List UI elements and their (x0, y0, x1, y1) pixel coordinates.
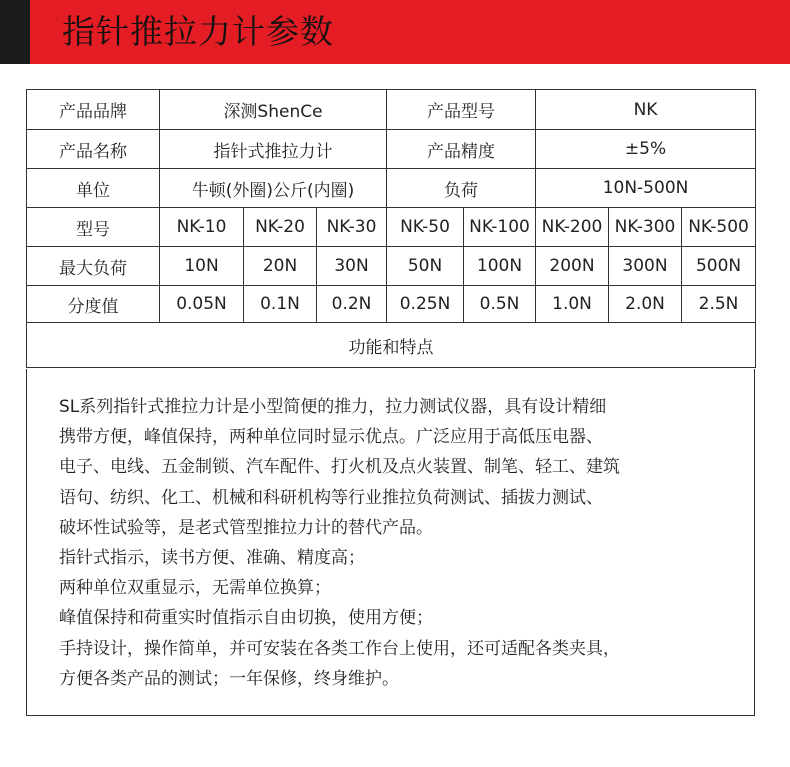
model-cell: NK-10 (160, 208, 244, 247)
feature-line: SL系列指针式推拉力计是小型简便的推力，拉力测试仪器，具有设计精细 (59, 397, 607, 417)
feature-line: 语句、纺织、化工、机械和科研机构等行业推拉负荷测试、插拔力测试、 (59, 487, 603, 508)
page-title: 指针推拉力计参数 (62, 12, 334, 51)
division-cell: 2.0N (609, 286, 682, 323)
division-cell: 0.2N (317, 286, 387, 323)
table-row-models (27, 208, 756, 247)
header-banner (0, 0, 790, 64)
table-cell-label: 型号 (27, 208, 160, 247)
table-cell-label: 单位 (27, 169, 160, 208)
table-row (27, 169, 756, 208)
table-cell-value: 10N-500N (536, 169, 756, 208)
feature-line: 电子、电线、五金制锁、汽车配件、打火机及点火装置、制笔、轻工、建筑 (59, 457, 620, 478)
table-cell-label: 产品名称 (27, 130, 160, 169)
table-cell-label: 分度值 (27, 286, 160, 323)
table-cell-label: 产品品牌 (27, 90, 160, 130)
model-cell: NK-300 (609, 208, 682, 247)
table-cell-label: 最大负荷 (27, 247, 160, 286)
table-cell-label: 产品型号 (387, 90, 536, 130)
max-load-cell: 500N (682, 247, 756, 286)
table-row-features-heading (27, 323, 756, 368)
model-cell: NK-500 (682, 208, 756, 247)
division-cell: 2.5N (682, 286, 756, 323)
division-cell: 0.1N (244, 286, 317, 323)
feature-line: 峰值保持和荷重实时值指示自由切换，使用方便； (59, 608, 433, 629)
model-cell: NK-50 (387, 208, 464, 247)
max-load-cell: 50N (387, 247, 464, 286)
max-load-cell: 100N (464, 247, 536, 286)
table-cell-label: 负荷 (387, 169, 536, 208)
table-row-division (27, 286, 756, 323)
division-cell: 0.25N (387, 286, 464, 323)
table-cell-value: NK (536, 90, 756, 130)
features-heading: 功能和特点 (27, 323, 756, 368)
max-load-cell: 10N (160, 247, 244, 286)
max-load-cell: 30N (317, 247, 387, 286)
feature-line: 两种单位双重显示，无需单位换算； (59, 578, 331, 599)
table-cell-label: 产品精度 (387, 130, 536, 169)
table-cell-value: ±5% (536, 130, 756, 169)
division-cell: 1.0N (536, 286, 609, 323)
feature-line: 携带方便，峰值保持，两种单位同时显示优点。广泛应用于高低压电器、 (59, 427, 603, 448)
model-cell: NK-20 (244, 208, 317, 247)
feature-line: 指针式指示，读书方便、准确、精度高； (59, 548, 365, 569)
feature-line: 方便各类产品的测试；一年保修，终身维护。 (59, 668, 399, 689)
division-cell: 0.5N (464, 286, 536, 323)
feature-line: 破坏性试验等，是老式管型推拉力计的替代产品。 (59, 517, 433, 538)
division-cell: 0.05N (160, 286, 244, 323)
model-cell: NK-200 (536, 208, 609, 247)
model-cell: NK-30 (317, 208, 387, 247)
features-section (26, 369, 755, 716)
model-cell: NK-100 (464, 208, 536, 247)
spec-table (26, 89, 756, 368)
table-row-max-load (27, 247, 756, 286)
max-load-cell: 300N (609, 247, 682, 286)
table-cell-value: 深测ShenCe (160, 90, 387, 130)
feature-line: 手持设计，操作简单，并可安装在各类工作台上使用，还可适配各类夹具， (59, 638, 620, 659)
max-load-cell: 200N (536, 247, 609, 286)
table-row (27, 90, 756, 130)
header-accent-bar (0, 0, 30, 64)
table-cell-value: 牛顿(外圈)公斤(内圈) (160, 169, 387, 208)
table-row (27, 130, 756, 169)
table-cell-value: 指针式推拉力计 (160, 130, 387, 169)
max-load-cell: 20N (244, 247, 317, 286)
